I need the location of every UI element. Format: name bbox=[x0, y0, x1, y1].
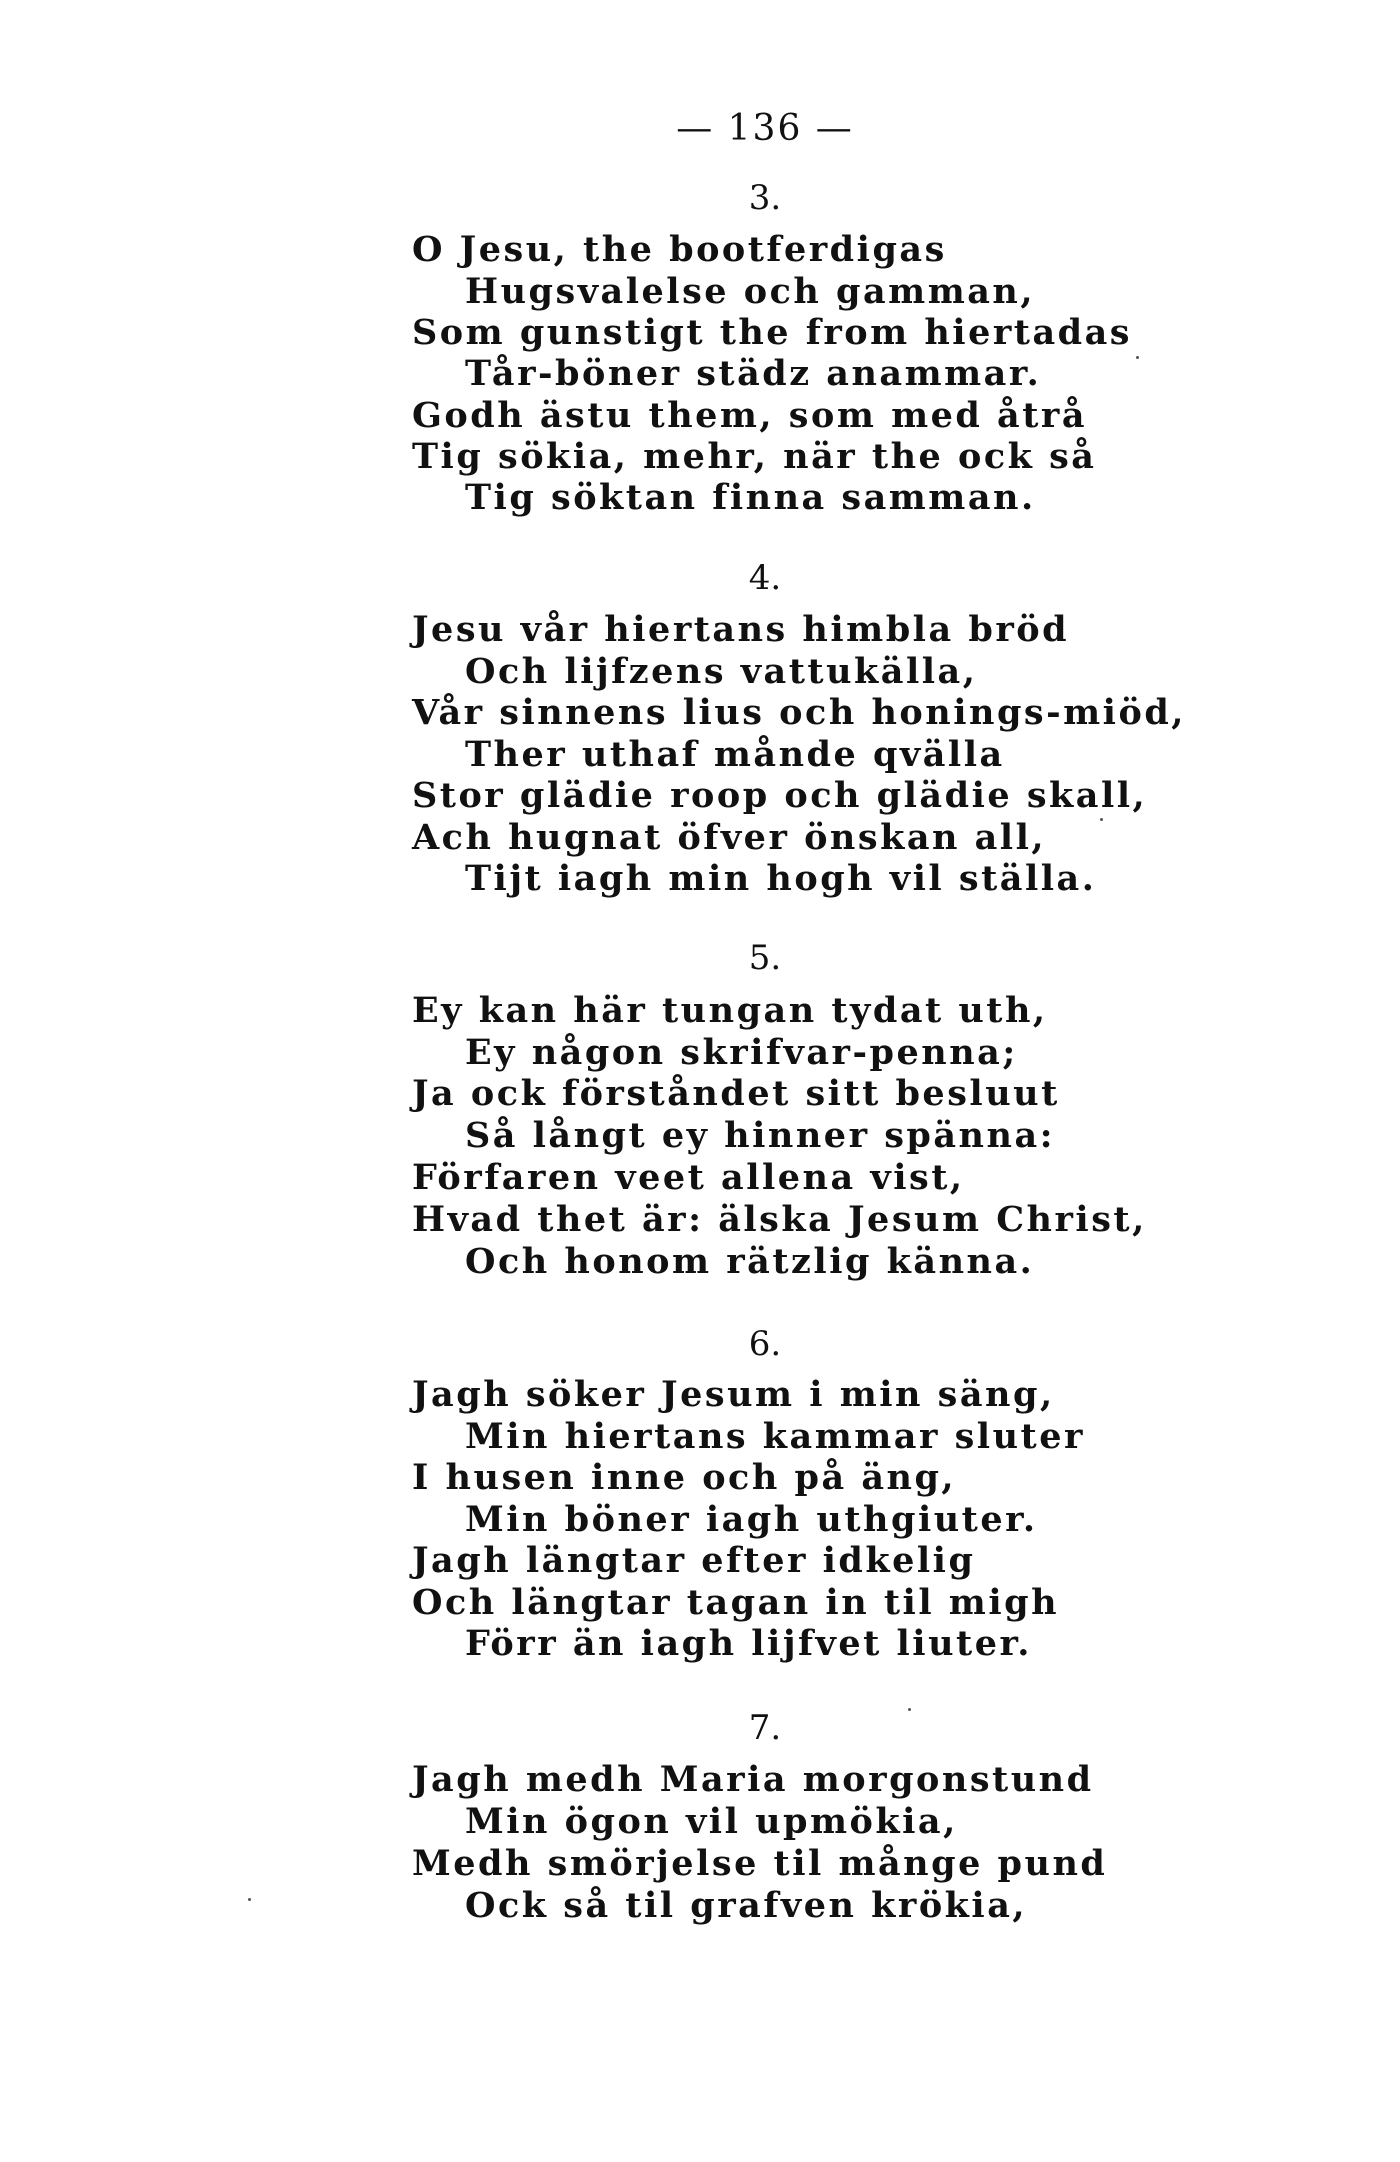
verse-line: Min ögon vil upmökia, bbox=[465, 1801, 958, 1842]
verse-line: Så långt ey hinner spänna: bbox=[465, 1115, 1056, 1156]
verse-line: Och honom rätzlig känna. bbox=[465, 1241, 1035, 1282]
verse-line: Och längtar tagan in til migh bbox=[412, 1582, 1060, 1623]
verse-line: Ach hugnat öfver önskan all, bbox=[412, 817, 1047, 858]
verse-line: Hugsvalelse och gamman, bbox=[465, 271, 1036, 312]
verse-line: Tår-böner städz anammar. bbox=[465, 353, 1042, 394]
scan-speck bbox=[248, 1898, 251, 1901]
verse-line: Min böner iagh uthgiuter. bbox=[465, 1499, 1038, 1540]
verse-line: Tig sökia, mehr, när the ock så bbox=[412, 436, 1097, 477]
verse-line: Medh smörjelse til månge pund bbox=[412, 1843, 1108, 1884]
verse-line: Jesu vår hiertans himbla bröd bbox=[412, 609, 1070, 650]
verse-line: I husen inne och på äng, bbox=[412, 1457, 957, 1498]
verse-line: Tig söktan finna samman. bbox=[465, 477, 1036, 518]
verse-line: Ther uthaf månde qvälla bbox=[465, 734, 1005, 775]
verse-line: Stor glädie roop och glädie skall, bbox=[412, 775, 1148, 816]
verse-line: Jagh söker Jesum i min säng, bbox=[412, 1374, 1055, 1415]
page-number: — 136 — bbox=[676, 108, 854, 149]
verse-number: 6. bbox=[748, 1324, 782, 1364]
verse-line: Som gunstigt the from hiertadas bbox=[412, 312, 1132, 353]
verse-line: Tijt iagh min hogh vil ställa. bbox=[465, 858, 1097, 899]
verse-line: Godh ästu them, som med åtrå bbox=[412, 395, 1087, 436]
verse-line: Ock så til grafven krökia, bbox=[465, 1885, 1028, 1926]
verse-line: Ey kan här tungan tydat uth, bbox=[412, 990, 1048, 1031]
verse-line: Hvad thet är: älska Jesum Christ, bbox=[412, 1199, 1147, 1240]
verse-line: Förr än iagh lijfvet liuter. bbox=[465, 1623, 1032, 1664]
verse-number: 5. bbox=[748, 938, 782, 978]
verse-line: Min hiertans kammar sluter bbox=[465, 1416, 1085, 1457]
verse-line: Ey någon skrifvar-penna; bbox=[465, 1032, 1018, 1073]
verse-line: Jagh medh Maria morgonstund bbox=[412, 1759, 1094, 1800]
verse-line: Vår sinnens lius och honings-miöd, bbox=[412, 692, 1186, 733]
scan-speck bbox=[1100, 818, 1103, 821]
verse-number: 3. bbox=[748, 178, 782, 218]
scan-speck bbox=[908, 1708, 911, 1711]
verse-line: Jagh längtar efter idkelig bbox=[412, 1540, 976, 1581]
verse-number: 7. bbox=[748, 1708, 782, 1748]
verse-line: Och lijfzens vattukälla, bbox=[465, 651, 978, 692]
scan-speck bbox=[1136, 356, 1139, 359]
verse-number: 4. bbox=[748, 558, 782, 598]
verse-line: O Jesu, the bootferdigas bbox=[412, 229, 947, 270]
verse-line: Ja ock förståndet sitt besluut bbox=[412, 1073, 1060, 1114]
verse-line: Förfaren veet allena vist, bbox=[412, 1157, 965, 1198]
